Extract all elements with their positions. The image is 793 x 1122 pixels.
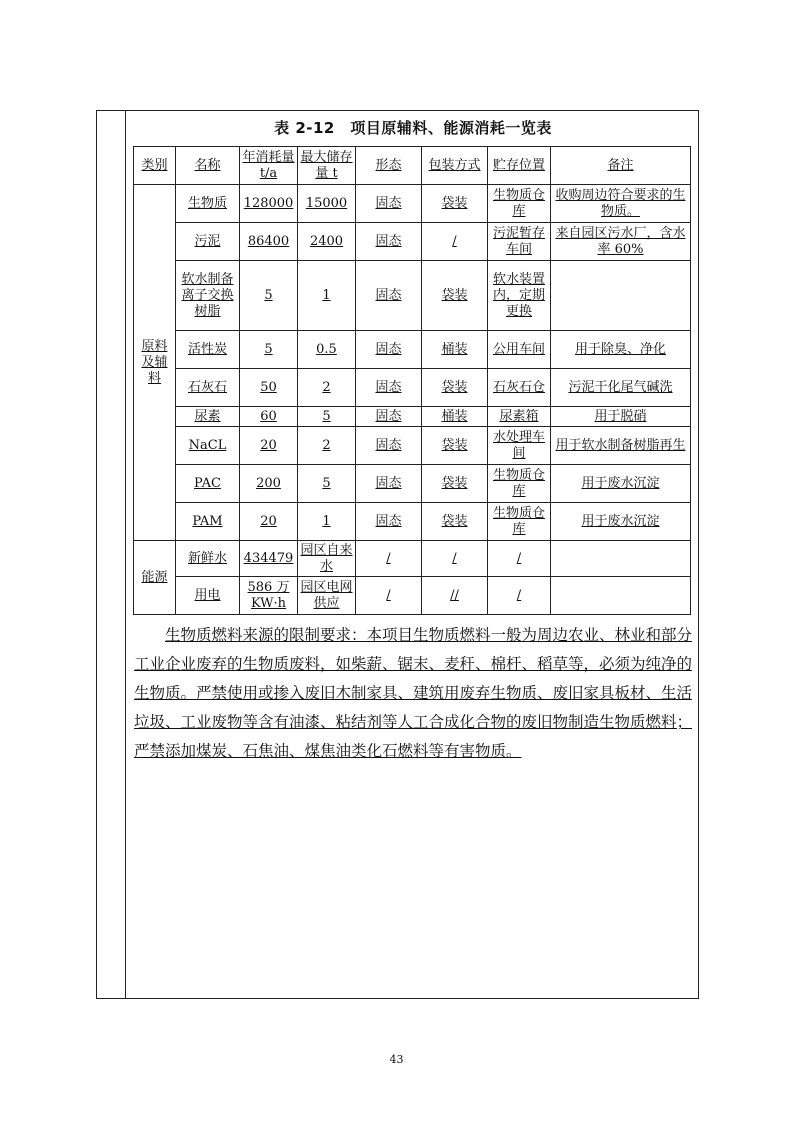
table-row [134,369,691,407]
cell-form: 固态 [356,503,422,541]
cell-location: 水处理车间 [488,427,551,465]
header-storage: 最大储存量 t [298,147,356,185]
cell-remark: 来自园区污水厂，含水率 60% [551,223,691,261]
cell-remark [551,577,691,615]
cell-storage: 1 [298,503,356,541]
cell-name: 活性炭 [176,331,240,369]
cell-remark: 用于软水制备树脂再生 [551,427,691,465]
cell-annual: 434479 [240,541,298,577]
cell-location: 软水装置内，定期更换 [488,261,551,331]
cell-annual: 200 [240,465,298,503]
cell-form: 固态 [356,261,422,331]
header-category: 类别 [134,147,176,185]
cell-remark [551,541,691,577]
cell-pack: 袋装 [422,465,488,503]
cell-location: / [488,541,551,577]
cell-annual: 20 [240,427,298,465]
header-row [134,147,691,185]
cell-remark: 用于废水沉淀 [551,465,691,503]
cell-pack: 桶装 [422,407,488,427]
cell-annual: 50 [240,369,298,407]
cell-form: 固态 [356,185,422,223]
table-row [134,503,691,541]
materials-table [133,146,691,615]
fuel-requirements-paragraph [134,621,692,766]
cell-pack: 桶装 [422,331,488,369]
cell-pack: 袋装 [422,427,488,465]
cell-name: 尿素 [176,407,240,427]
cell-location: 公用车间 [488,331,551,369]
cell-form: 固态 [356,223,422,261]
table-title: 表 2-12 项目原辅料、能源消耗一览表 [274,119,552,137]
cell-annual: 586 万 KW·h [240,577,298,615]
cell-pack: / [422,541,488,577]
cell-storage: 0.5 [298,331,356,369]
cell-name: PAM [176,503,240,541]
cell-remark: 用于废水沉淀 [551,503,691,541]
cell-remark: 用于脱硝 [551,407,691,427]
cell-remark: 用于除臭、净化 [551,331,691,369]
cell-pack: / [422,223,488,261]
cell-name: 污泥 [176,223,240,261]
cell-location: 污泥暂存车间 [488,223,551,261]
frame-inner-line [125,110,126,999]
cell-form: 固态 [356,331,422,369]
cell-storage: 园区电网供应 [298,577,356,615]
cell-name: 新鲜水 [176,541,240,577]
table-row [134,185,691,223]
cell-name: 生物质 [176,185,240,223]
cell-name: 软水制备离子交换树脂 [176,261,240,331]
cell-form: 固态 [356,465,422,503]
cell-location: 生物质仓库 [488,465,551,503]
table-row [134,407,691,427]
group-energy: 能源 [134,541,176,615]
cell-storage: 2 [298,369,356,407]
cell-form: 固态 [356,407,422,427]
cell-storage: 5 [298,465,356,503]
header-annual: 年消耗量 t/a [240,147,298,185]
cell-name: 用电 [176,577,240,615]
cell-storage: 2400 [298,223,356,261]
cell-form: / [356,577,422,615]
table-row [134,331,691,369]
cell-form: 固态 [356,427,422,465]
cell-pack: // [422,577,488,615]
cell-storage: 1 [298,261,356,331]
cell-name: PAC [176,465,240,503]
cell-form: / [356,541,422,577]
table-row [134,541,691,577]
cell-location: / [488,577,551,615]
table-row [134,261,691,331]
page-number: 43 [389,1053,404,1066]
cell-remark [551,261,691,331]
cell-remark: 收购周边符合要求的生物质。 [551,185,691,223]
cell-annual: 60 [240,407,298,427]
cell-annual: 20 [240,503,298,541]
cell-location: 石灰石仓 [488,369,551,407]
cell-name: 石灰石 [176,369,240,407]
cell-storage: 5 [298,407,356,427]
cell-pack: 袋装 [422,503,488,541]
header-form: 形态 [356,147,422,185]
cell-storage: 园区自来水 [298,541,356,577]
group-raw-materials: 原料及辅料 [134,185,176,541]
header-location: 贮存位置 [488,147,551,185]
cell-remark: 污泥干化尾气碱洗 [551,369,691,407]
header-pack: 包装方式 [422,147,488,185]
cell-pack: 袋装 [422,185,488,223]
table-row [134,465,691,503]
cell-name: NaCL [176,427,240,465]
cell-form: 固态 [356,369,422,407]
cell-pack: 袋装 [422,369,488,407]
cell-storage: 2 [298,427,356,465]
paragraph-text: 生物质燃料来源的限制要求：本项目生物质燃料一般为周边农业、林业和部分工业企业废弃的生物质废料，如柴薪、锯末、麦秆、棉杆、稻草等，必须为纯净的生物质。严禁使用或掺入废旧木制家具、建筑用废弃生物质、废旧家具板材、生活垃圾、工业废物等含有油漆、粘结剂等人工合成化合物的废旧物制造生物质燃料；严禁添加煤炭、石焦油、煤焦油类化石燃料等有害物质。 [134,626,693,760]
cell-annual: 5 [240,261,298,331]
table-row [134,427,691,465]
header-remarks: 备注 [551,147,691,185]
cell-annual: 86400 [240,223,298,261]
cell-location: 生物质仓库 [488,185,551,223]
cell-annual: 128000 [240,185,298,223]
header-name: 名称 [176,147,240,185]
table-row [134,577,691,615]
cell-location: 生物质仓库 [488,503,551,541]
cell-location: 尿素箱 [488,407,551,427]
cell-pack: 袋装 [422,261,488,331]
table-row [134,223,691,261]
cell-annual: 5 [240,331,298,369]
cell-storage: 15000 [298,185,356,223]
